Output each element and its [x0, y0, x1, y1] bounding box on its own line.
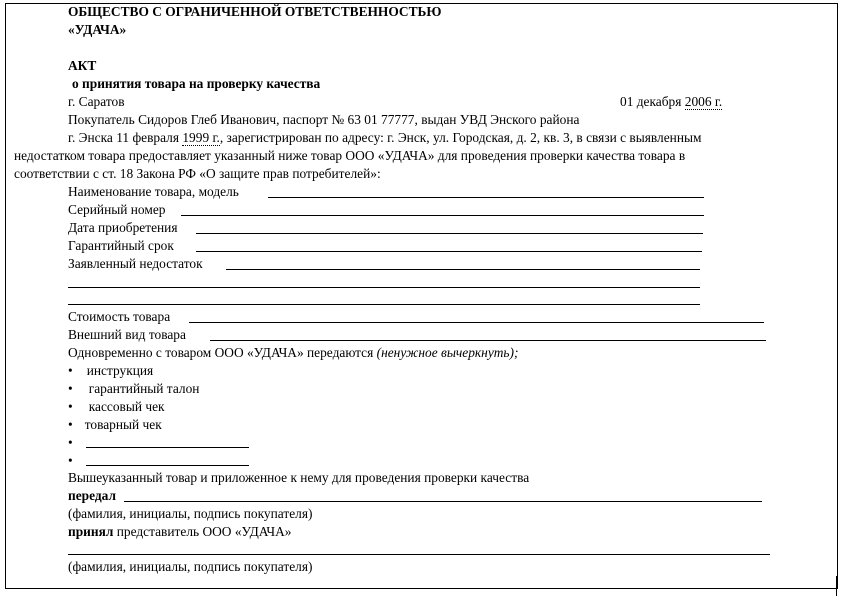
field-name-model-line[interactable]: [268, 197, 704, 198]
field-purchase-date-label: Дата приобретения: [68, 220, 178, 235]
attachment-item-label: кассовый чек: [88, 399, 165, 414]
attachment-item-blank-1: [68, 434, 73, 451]
attachment-item-3: [68, 398, 165, 415]
received-label: принял: [68, 524, 114, 539]
field-serial-label: Серийный номер: [68, 202, 166, 217]
body-line-2-prefix: г. Энска 11 февраля: [68, 130, 183, 145]
act-subtitle: о принятия товара на проверку качества: [72, 76, 321, 91]
attachment-item-4: [68, 416, 162, 433]
field-appearance-line[interactable]: [210, 340, 766, 341]
bullet-icon: •: [68, 363, 73, 378]
attachments-intro-note: (ненужное вычеркнуть);: [376, 345, 519, 360]
body-line-2-suffix: , зарегистрирован по адресу: г. Энск, ул. Городская, д. 2, кв. 3, в связи с выявленным: [219, 130, 702, 145]
body-line-3: недостатком товара предоставляет указанный ниже товар ООО «УДАЧА» для проведения проверки качества товара в: [14, 148, 686, 163]
bullet-icon: •: [68, 399, 73, 414]
attachment-item-label: инструкция: [86, 363, 154, 378]
act-city: г. Саратов: [68, 94, 125, 109]
field-warranty-line[interactable]: [196, 251, 702, 252]
field-purchase-date-line[interactable]: [196, 233, 703, 234]
bullet-icon: •: [68, 453, 73, 468]
transfer-intro: Вышеуказанный товар и приложенное к нему для проведения проверки качества: [68, 470, 530, 485]
field-defect-line-1[interactable]: [226, 269, 700, 270]
bullet-icon: •: [68, 435, 73, 450]
field-warranty-label: Гарантийный срок: [68, 238, 174, 253]
received-text: представитель ООО «УДАЧА»: [113, 524, 292, 539]
bullet-icon: •: [68, 381, 73, 396]
received-caption: (фамилия, инициалы, подпись покупателя): [68, 559, 313, 574]
field-defect-label: Заявленный недостаток: [68, 256, 203, 271]
attachments-intro: [68, 344, 518, 361]
field-name-model-label: Наименование товара, модель: [68, 184, 239, 199]
field-serial-line[interactable]: [181, 215, 704, 216]
received-line: [68, 523, 292, 540]
attachment-blank-line-2[interactable]: [86, 465, 249, 466]
body-line-4: соответствии с ст. 18 Закона РФ «О защите прав потребителей»:: [14, 166, 381, 181]
attachment-item-2: [68, 380, 199, 397]
body-line-2: [68, 129, 701, 146]
attachment-item-blank-2: [68, 452, 73, 469]
attachments-intro-text: Одновременно с товаром ООО «УДАЧА» передаются: [68, 345, 377, 360]
field-defect-line-3[interactable]: [68, 304, 700, 305]
field-defect-line-2[interactable]: [68, 287, 700, 288]
company-name-line1: ОБЩЕСТВО С ОГРАНИЧЕННОЙ ОТВЕТСТВЕННОСТЬЮ: [68, 4, 442, 19]
act-title: АКТ: [68, 58, 97, 73]
received-signature-line[interactable]: [68, 554, 770, 555]
body-line-1: Покупатель Сидоров Глеб Иванович, паспорт № 63 01 77777, выдан УВД Энского района: [68, 112, 580, 127]
attachment-blank-line-1[interactable]: [86, 447, 249, 448]
act-date: [620, 93, 722, 110]
attachment-item-label: товарный чек: [84, 417, 162, 432]
act-date-prefix: 01 декабря: [620, 94, 685, 109]
page-corner-mark: [836, 576, 837, 596]
act-date-year: 2006 г.: [684, 94, 723, 109]
company-name-line2: «УДАЧА»: [68, 22, 127, 37]
handed-label: передал: [68, 488, 116, 503]
bullet-icon: •: [68, 417, 73, 432]
field-price-line[interactable]: [189, 322, 764, 323]
attachment-item-label: гарантийный талон: [88, 381, 200, 396]
body-line-2-year: 1999 г.: [182, 130, 220, 145]
handed-caption: (фамилия, инициалы, подпись покупателя): [68, 506, 313, 521]
field-price-label: Стоимость товара: [68, 309, 171, 324]
attachment-item-1: [68, 362, 153, 379]
field-appearance-label: Внешний вид товара: [68, 327, 186, 342]
handed-signature-line[interactable]: [124, 501, 762, 502]
